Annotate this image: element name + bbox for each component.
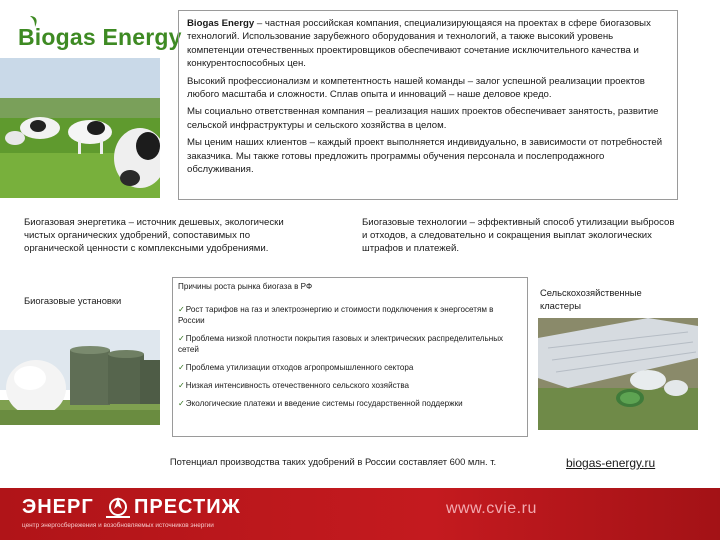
biogas-energy-logo <box>18 14 182 54</box>
brand-name-right: ПРЕСТИЖ <box>134 496 241 518</box>
footer-website: www.cvie.ru <box>446 500 537 517</box>
fertilizer-statement: Биогазовая энергетика – источник дешевых, экологически чистых органических удобрений, сопоставимых по органической ценности с комплексными удобрениями. <box>24 217 284 254</box>
company-description-box <box>178 10 678 200</box>
intro-paragraph-2: Высокий профессионализм и компетентность нашей команды – залог успешной реализации проектов любого масштаба и сложности. Сплав опыта и инноваций – наше деловое кредо. <box>187 75 645 101</box>
brand-name-left: ЭНЕРГ <box>22 496 94 518</box>
logo-text: Biogas Energy <box>18 24 182 50</box>
check-icon: ✓ <box>178 381 185 390</box>
agri-clusters-label: Сельскохозяйственные кластеры <box>540 287 642 311</box>
reasons-title: Причины роста рынка биогаза в РФ <box>178 282 313 291</box>
list-item: ✓Проблема низкой плотности покрытия газовых и электрических распределительных сетей <box>178 334 504 354</box>
check-icon: ✓ <box>178 363 185 372</box>
biogas-plants-label: Биогазовые установки <box>24 295 122 306</box>
intro-paragraph-4: Мы ценим наших клиентов – каждый проект выполняется индивидуально, в зависимости от потребностей заказчика. Мы также готовы предложить программы обучения персонала и послепродажного обслуживания. <box>187 137 663 176</box>
intro-paragraph-1: Biogas Energy – частная российская компания, специализирующаяся на проектах в сфере биогазовых технологий. Использование зарубежного оборудования и технологий, а также высокий уровень компетенции отечественных проектировщиков обеспечивают сочетание исключительного качества и конкурентоспособных цен. <box>187 18 651 70</box>
website-link[interactable]: biogas-energy.ru <box>566 456 656 470</box>
intro-paragraph-3: Мы социально ответственная компания – реализация наших проектов обеспечивает занятость, развитие сельской инфраструктуры и сельского хозяйства в целом. <box>187 106 659 131</box>
list-item: ✓Рост тарифов на газ и электроэнергию и стоимости подключения к энергосетям в России <box>178 305 494 325</box>
waste-utilization-statement: Биогазовые технологии – эффективный способ утилизации выбросов и отходов, а следовательно и сокращения выплат экологических штрафов и платежей. <box>362 217 675 254</box>
fertilizer-potential-text: Потенциал производства таких удобрений в России составляет 600 млн. т. <box>169 456 497 467</box>
check-icon: ✓ <box>178 334 185 343</box>
list-item: ✓Проблема утилизации отходов агропромышленного сектора <box>178 363 414 372</box>
greenhouse-cluster-photo <box>538 318 698 430</box>
biogas-plant-photo <box>0 330 160 425</box>
market-growth-reasons-box <box>172 277 528 437</box>
list-item: ✓Низкая интенсивность отечественного сельского хозяйства <box>178 381 410 390</box>
check-icon: ✓ <box>178 305 185 314</box>
brand-tagline: центр энергосбережения и возобновляемых источников энергии <box>22 522 214 529</box>
energy-prestige-logo-icon <box>104 495 132 519</box>
list-item: ✓Экологические платежи и введение системы государственной поддержки <box>178 399 463 408</box>
footer-banner <box>0 488 720 540</box>
check-icon: ✓ <box>178 399 185 408</box>
cows-photo <box>0 58 160 198</box>
